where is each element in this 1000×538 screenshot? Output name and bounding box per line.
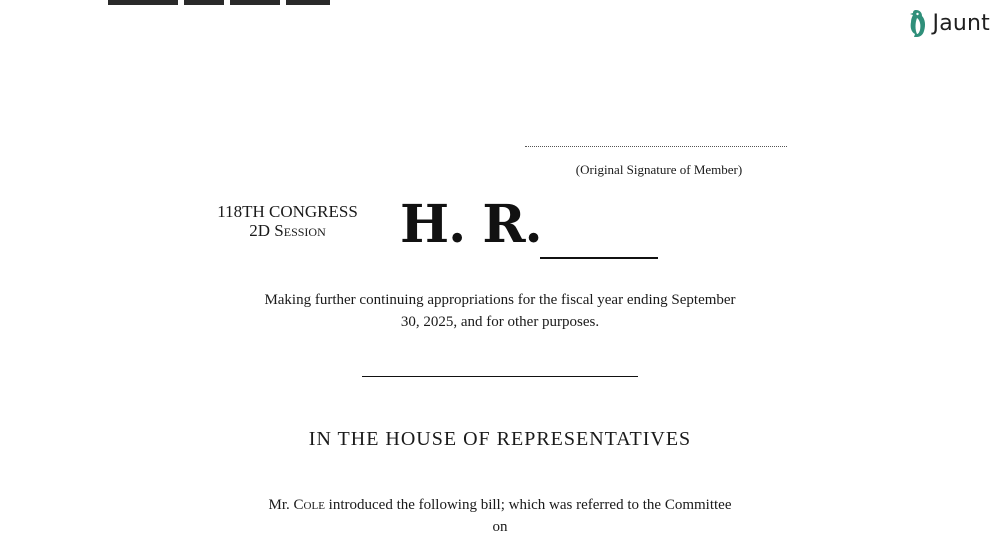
sponsor-honorific: Mr.	[268, 497, 290, 513]
introduction-paragraph	[200, 494, 800, 538]
section-divider	[362, 376, 638, 377]
congress-session-block	[200, 202, 375, 240]
bill-title-line-2: 30, 2025, and for other purposes.	[400, 314, 600, 330]
signature-caption: (Original Signature of Member)	[575, 162, 743, 177]
session-number: 2D	[249, 221, 271, 240]
previous-page-header-fragment	[108, 0, 348, 5]
congress-word: CONGRESS	[268, 202, 358, 221]
session-word: Session	[274, 221, 326, 240]
brand-logo	[905, 8, 990, 38]
bill-title	[200, 289, 800, 333]
congress-number: 118TH	[217, 202, 265, 221]
brand-name: Jaunt	[932, 10, 990, 36]
introduction-line-1	[200, 494, 800, 516]
sponsor-name: Cole	[293, 497, 325, 513]
congress-line	[200, 202, 375, 221]
penguin-icon	[905, 8, 929, 38]
bill-number-title: H. R.	[400, 194, 542, 255]
session-line	[200, 221, 375, 240]
introduction-text: introduced the following bill; which was referred to the Committee	[328, 497, 732, 513]
bill-number-blank	[540, 257, 658, 259]
bill-title-line-1: Making further continuing appropriations for the fiscal year ending September	[264, 292, 736, 308]
chamber-heading: IN THE HOUSE OF REPRESENTATIVES	[308, 428, 692, 450]
introduction-line-2: on	[492, 519, 508, 535]
signature-line	[525, 146, 787, 147]
